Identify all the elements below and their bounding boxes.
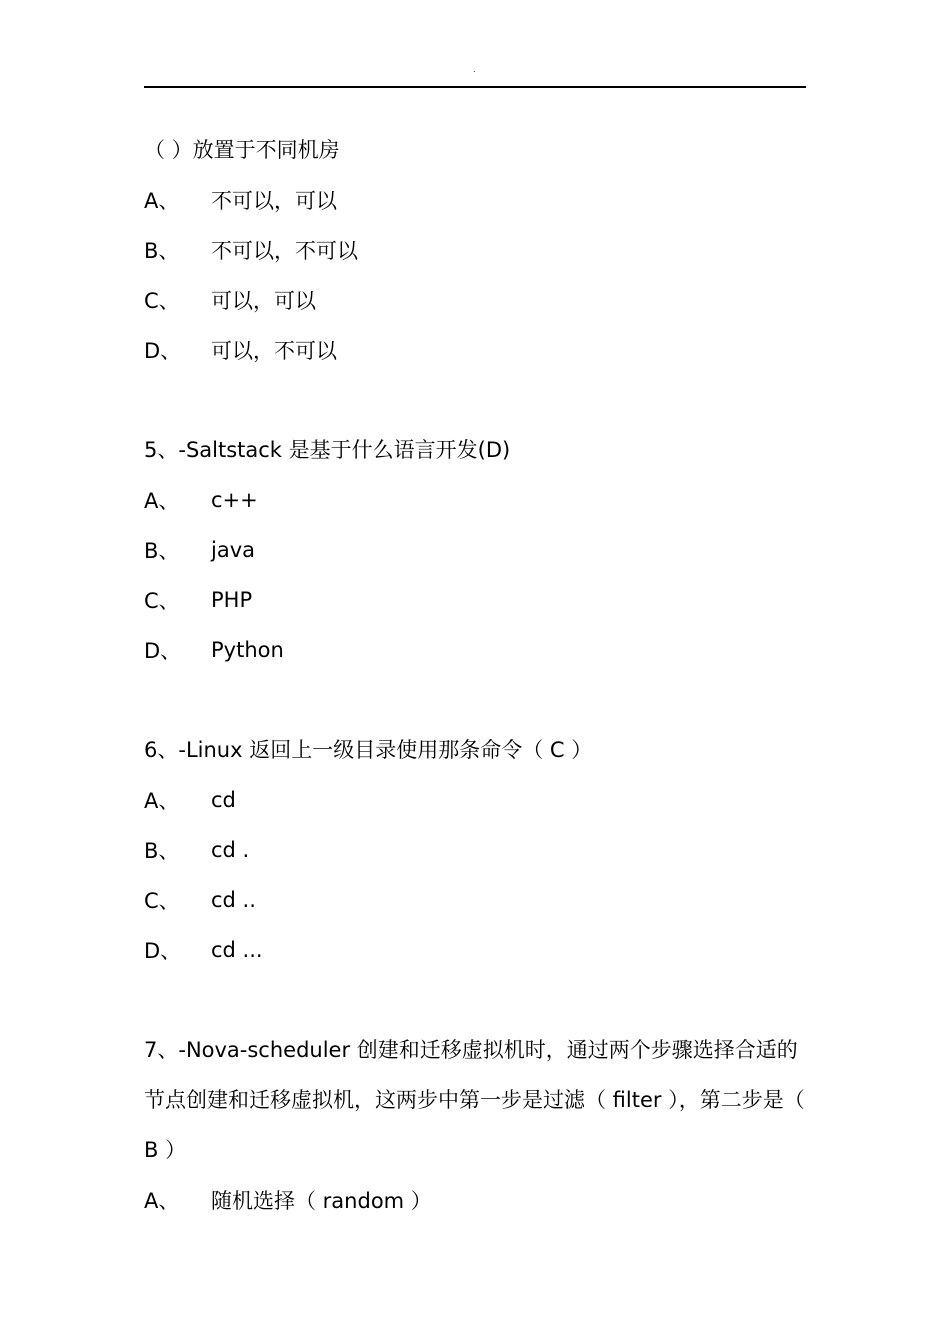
option-text: c++ [211, 488, 258, 512]
option-letter: C、 [144, 289, 180, 313]
option-a [144, 175, 808, 225]
option-c [144, 275, 808, 325]
option-text: cd [211, 788, 236, 812]
option-letter: D、 [144, 939, 182, 963]
document-body [144, 125, 808, 1225]
question-text: 6、-Linux 返回上一级目录使用那条命令（ C ） [144, 738, 593, 762]
option-letter: A、 [144, 489, 180, 513]
option-b [144, 525, 808, 575]
header-mark: . [473, 65, 476, 74]
option-letter: B、 [144, 539, 180, 563]
option-d [144, 925, 808, 975]
spacer [144, 375, 808, 425]
option-text: cd . [211, 838, 250, 862]
option-letter: A、 [144, 789, 180, 813]
option-a [144, 1175, 808, 1225]
question-block [144, 125, 808, 375]
option-letter: C、 [144, 589, 180, 613]
option-letter: A、 [144, 189, 180, 213]
question-block [144, 425, 808, 675]
option-text: java [211, 538, 255, 562]
option-text: 随机选择（ random ） [211, 1189, 432, 1213]
question-text: 5、-Saltstack 是基于什么语言开发(D) [144, 438, 511, 462]
spacer [144, 975, 808, 1025]
question-text: （ ）放置于不同机房 [144, 138, 340, 162]
option-text: 不可以，可以 [211, 189, 337, 213]
option-text: 可以，可以 [211, 289, 316, 313]
option-letter: B、 [144, 239, 180, 263]
question-block [144, 1025, 808, 1225]
option-text: cd ... [211, 938, 263, 962]
header-rule [144, 86, 806, 88]
option-d [144, 325, 808, 375]
option-text: PHP [211, 588, 253, 612]
spacer [144, 675, 808, 725]
option-letter: B、 [144, 839, 180, 863]
option-text: cd .. [211, 888, 256, 912]
option-d [144, 625, 808, 675]
option-text: 不可以，不可以 [211, 239, 358, 263]
option-text: 可以，不可以 [211, 339, 337, 363]
option-letter: C、 [144, 889, 180, 913]
option-text: Python [211, 638, 284, 662]
question-text: 7、-Nova-scheduler 创建和迁移虚拟机时，通过两个步骤选择合适的节点创建和迁移虚拟机，这两步中第一步是过滤（ filter ），第二步是（ B ） [144, 1038, 805, 1162]
option-c [144, 875, 808, 925]
option-letter: D、 [144, 639, 182, 663]
option-c [144, 575, 808, 625]
option-letter: A、 [144, 1189, 180, 1213]
option-a [144, 475, 808, 525]
option-letter: D、 [144, 339, 182, 363]
option-b [144, 225, 808, 275]
question-block [144, 725, 808, 975]
option-a [144, 775, 808, 825]
option-b [144, 825, 808, 875]
